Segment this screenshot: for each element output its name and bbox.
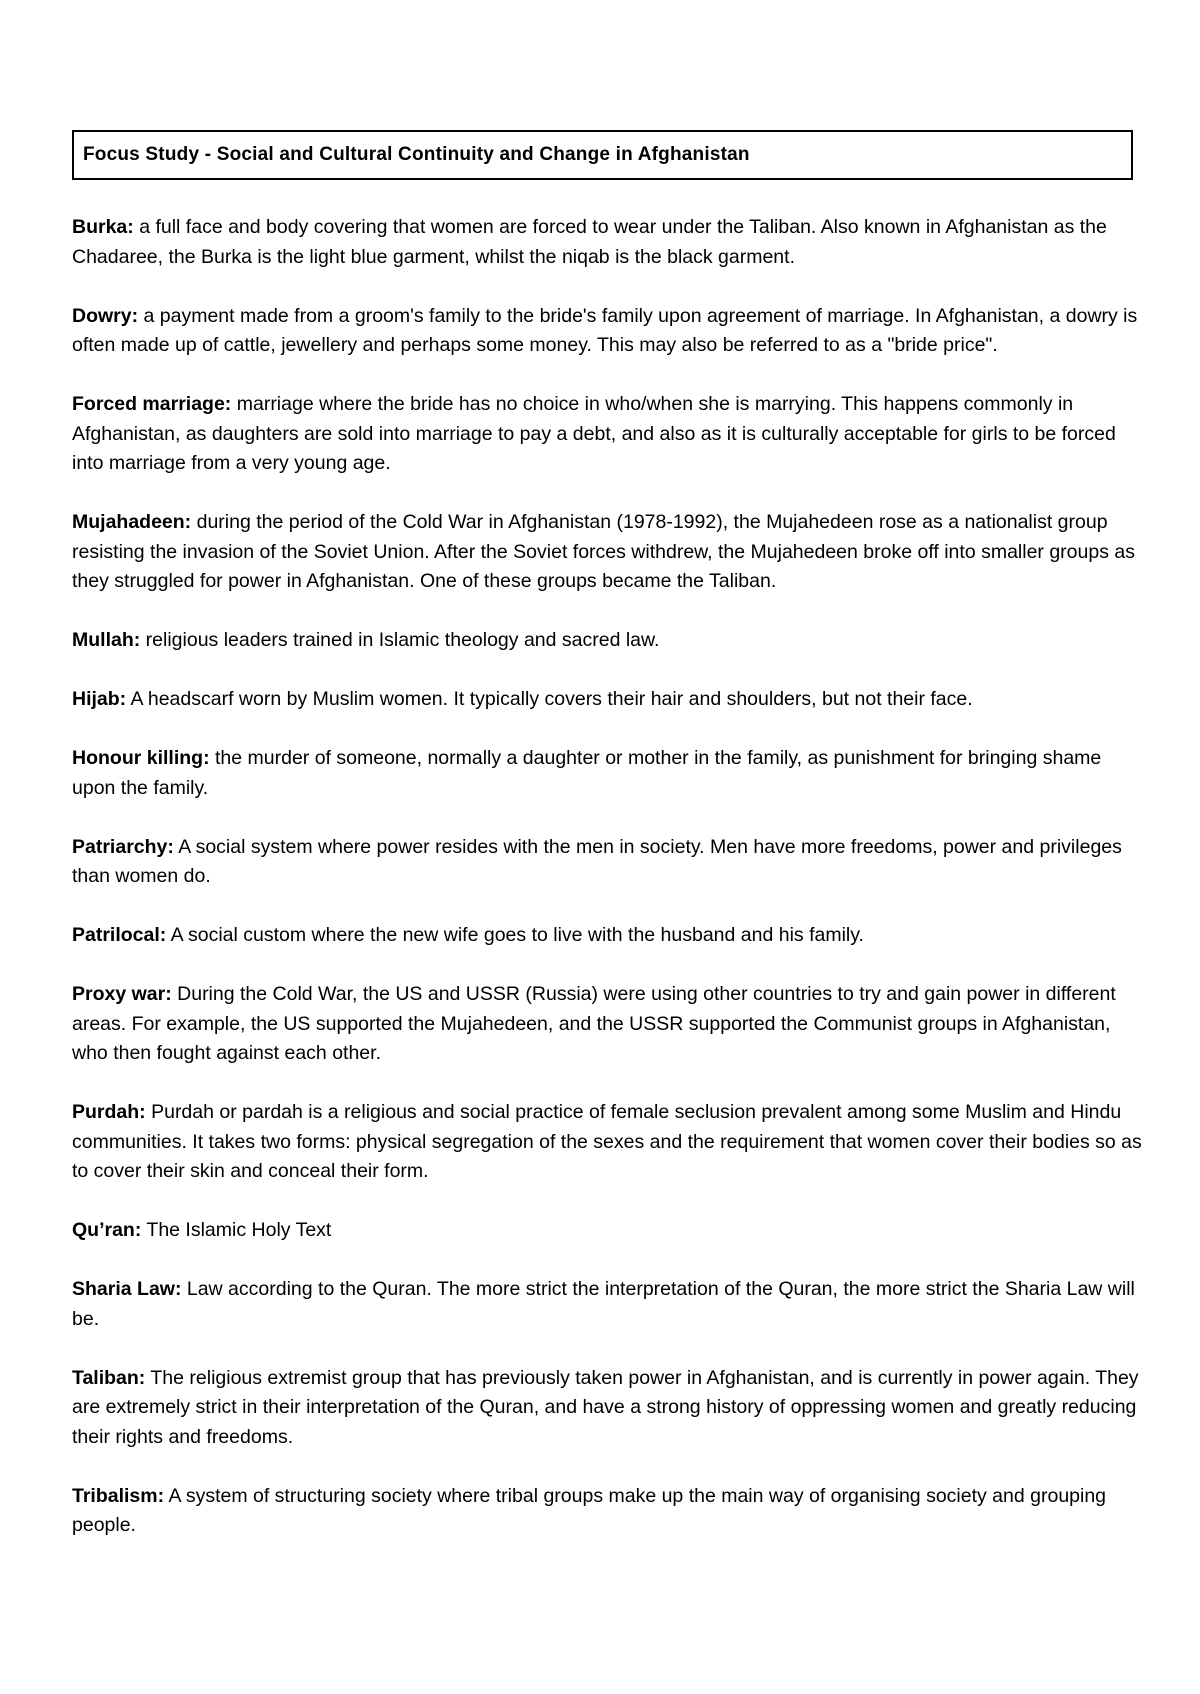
glossary-entry	[72, 685, 1142, 715]
glossary-term: Patriarchy:	[72, 835, 174, 858]
glossary-entry	[72, 1482, 1142, 1541]
glossary-entry	[72, 921, 1142, 951]
glossary-definition: a payment made from a groom's family to the bride's family upon agreement of marriage. In Afghanistan, a dowry is often made up of cattle, jewellery and perhaps some money. This may also be referred to as a "bride price".	[72, 304, 1138, 356]
glossary-definition: A system of structuring society where tribal groups make up the main way of organising society and grouping people.	[72, 1484, 1107, 1536]
glossary-term: Burka:	[72, 216, 134, 238]
glossary-definition: the murder of someone, normally a daughter or mother in the family, as punishment for bringing shame upon the family.	[72, 747, 1102, 799]
glossary-definition: A social custom where the new wife goes to live with the husband and his family.	[166, 924, 864, 946]
glossary-term: Forced marriage:	[72, 393, 232, 415]
glossary-entry	[72, 213, 1142, 272]
glossary-entry	[72, 508, 1142, 597]
glossary-term: Taliban:	[72, 1366, 146, 1389]
glossary-entry	[72, 1275, 1142, 1334]
glossary-term: Dowry:	[72, 304, 139, 327]
glossary-definition: Law according to the Quran. The more strict the interpretation of the Quran, the more strict the Sharia Law will be.	[72, 1278, 1135, 1330]
glossary-entry	[72, 1216, 1142, 1246]
glossary-term: Mullah:	[72, 629, 141, 651]
glossary-term: Hijab:	[72, 688, 127, 710]
glossary-list	[72, 213, 1142, 1570]
glossary-definition: During the Cold War, the US and USSR (Russia) were using other countries to try and gain power in different areas. For example, the US supported the Mujahedeen, and the USSR supported the Communist groups in Afghanistan, who then fought against each other.	[72, 983, 1116, 1064]
glossary-definition: A headscarf worn by Muslim women. It typically covers their hair and shoulders, but not their face.	[126, 688, 973, 710]
glossary-entry	[72, 626, 1142, 656]
glossary-entry	[72, 980, 1142, 1069]
glossary-definition: during the period of the Cold War in Afghanistan (1978-1992), the Mujahedeen rose as a nationalist group resisting the invasion of the Soviet Union. After the Soviet forces withdrew, the Mujahedeen broke off into smaller groups as they struggled for power in Afghanistan. One of these groups became the Taliban.	[72, 511, 1135, 592]
glossary-entry	[72, 833, 1142, 892]
glossary-term: Tribalism:	[72, 1484, 165, 1507]
glossary-definition: a full face and body covering that women are forced to wear under the Taliban. Also known in Afghanistan as the Chadaree, the Burka is the light blue garment, whilst the niqab is the black garment.	[72, 216, 1107, 268]
glossary-term: Purdah:	[72, 1101, 146, 1123]
glossary-entry	[72, 302, 1142, 361]
glossary-definition: The Islamic Holy Text	[141, 1219, 332, 1241]
glossary-term: Sharia Law:	[72, 1278, 182, 1300]
glossary-definition: Purdah or pardah is a religious and social practice of female seclusion prevalent among some Muslim and Hindu communities. It takes two forms: physical segregation of the sexes and the requirement that women cover their bodies so as to cover their skin and conceal their form.	[72, 1101, 1142, 1182]
glossary-entry	[72, 390, 1142, 479]
glossary-definition: religious leaders trained in Islamic theology and sacred law.	[140, 629, 660, 651]
glossary-definition: marriage where the bride has no choice in who/when she is marrying. This happens commonly in Afghanistan, as daughters are sold into marriage to pay a debt, and also as it is culturally acceptable for girls to be forced into marriage from a very young age.	[72, 393, 1116, 474]
glossary-term: Patrilocal:	[72, 924, 167, 946]
title-box	[72, 130, 1133, 180]
glossary-term: Mujahadeen:	[72, 511, 192, 533]
glossary-term: Proxy war:	[72, 983, 172, 1005]
glossary-definition: The religious extremist group that has previously taken power in Afghanistan, and is currently in power again. They are extremely strict in their interpretation of the Quran, and have a strong history of oppressing women and greatly reducing their rights and freedoms.	[72, 1366, 1139, 1448]
page-title: Focus Study - Social and Cultural Continuity and Change in Afghanistan	[83, 144, 750, 165]
glossary-entry	[72, 1364, 1142, 1453]
glossary-entry	[72, 744, 1142, 803]
glossary-term: Qu’ran:	[72, 1219, 142, 1241]
glossary-entry	[72, 1098, 1142, 1187]
glossary-term: Honour killing:	[72, 747, 210, 769]
glossary-definition: A social system where power resides with the men in society. Men have more freedoms, power and privileges than women do.	[72, 835, 1122, 887]
